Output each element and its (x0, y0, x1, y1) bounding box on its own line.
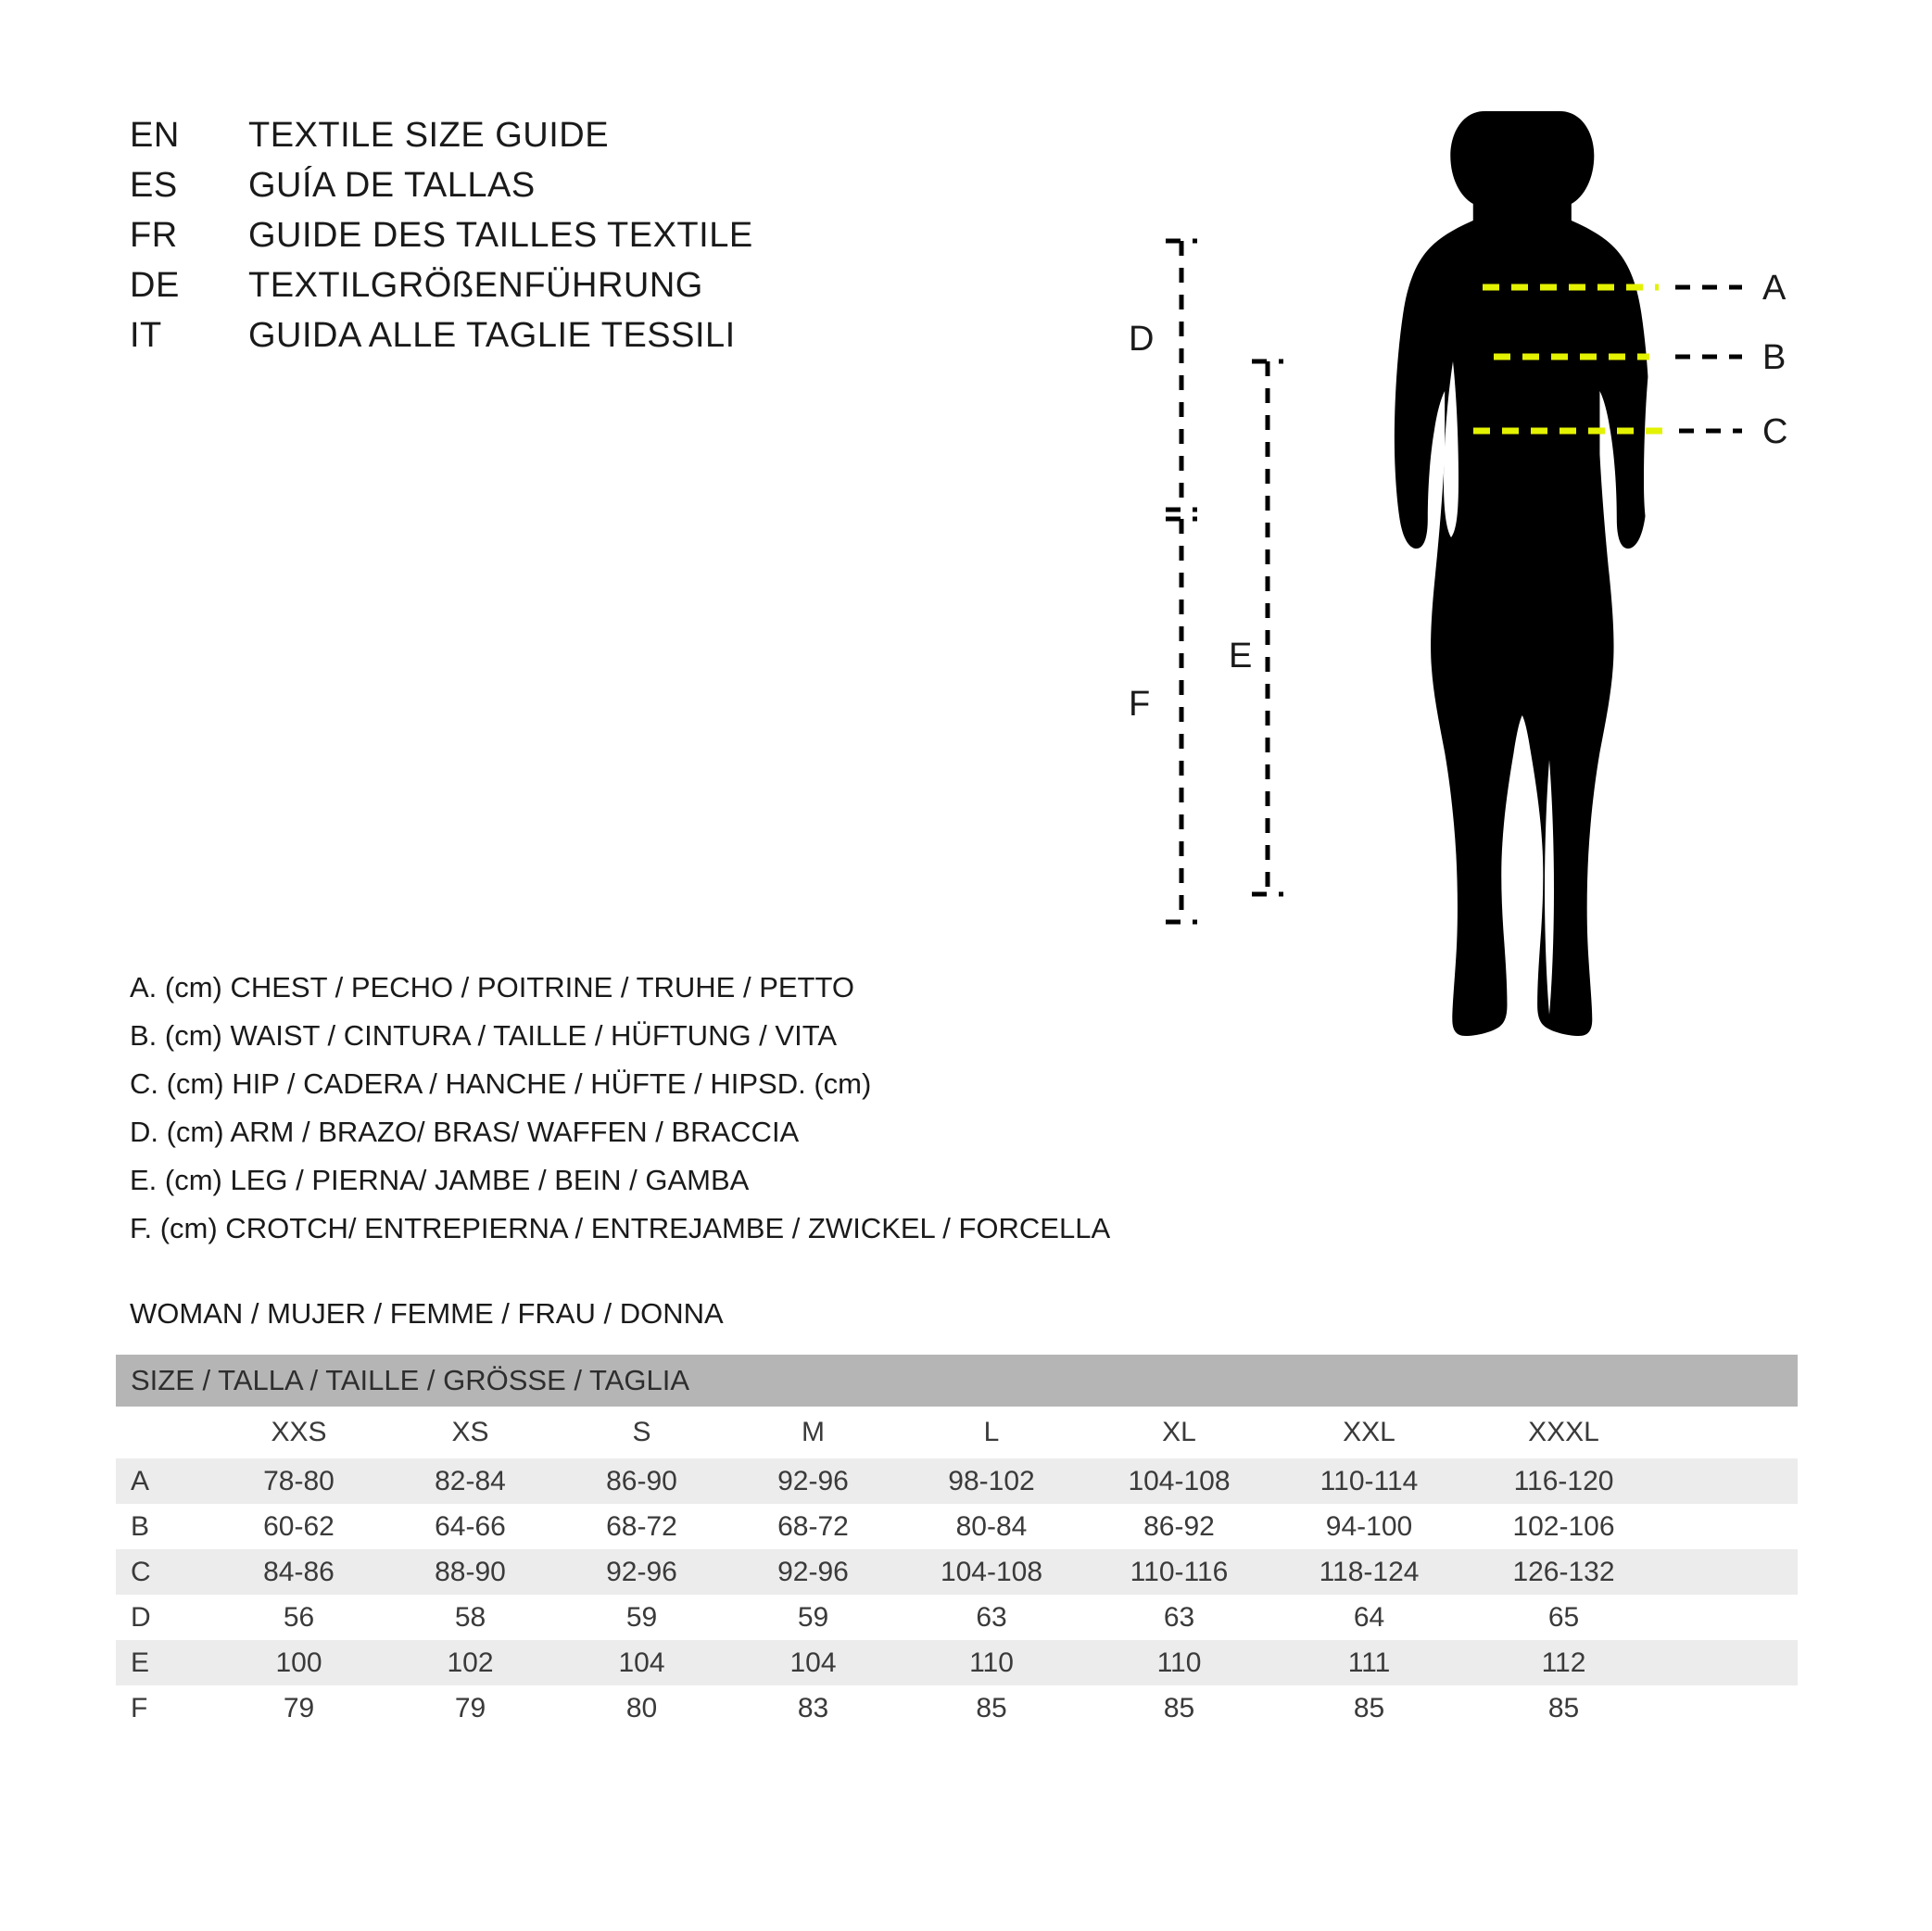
language-title-block (130, 116, 964, 366)
table-row (116, 1640, 1798, 1685)
cell-d-xl: 63 (1084, 1595, 1274, 1640)
cell-e-xxxl: 112 (1464, 1640, 1663, 1685)
title-row (130, 216, 964, 266)
legend-item-f: F. (cm) CROTCH/ ENTREPIERNA / ENTREJAMBE / ZWICKEL / FORCELLA (130, 1212, 1111, 1244)
size-col-xs: XS (385, 1407, 556, 1458)
language-code: ES (130, 166, 178, 205)
cell-b-l: 80-84 (899, 1504, 1084, 1549)
cell-f-s: 80 (556, 1685, 727, 1731)
cell-a-l: 98-102 (899, 1458, 1084, 1504)
row-label-b: B (116, 1504, 213, 1549)
title-row (130, 316, 964, 366)
table-row (116, 1685, 1798, 1731)
legend-block (130, 964, 1334, 1253)
size-col-xxl: XXL (1274, 1407, 1464, 1458)
language-code: IT (130, 316, 162, 355)
size-col-l: L (899, 1407, 1084, 1458)
language-code: DE (130, 266, 180, 305)
cell-f-spacer (1663, 1685, 1798, 1731)
table-row (116, 1458, 1798, 1504)
cell-c-xxxl: 126-132 (1464, 1549, 1663, 1595)
table-header-row (116, 1355, 1798, 1407)
cell-c-spacer (1663, 1549, 1798, 1595)
cell-e-xs: 102 (385, 1640, 556, 1685)
cell-f-xs: 79 (385, 1685, 556, 1731)
cell-c-xxs: 84-86 (213, 1549, 385, 1595)
cell-f-m: 83 (727, 1685, 899, 1731)
cell-a-spacer (1663, 1458, 1798, 1504)
cell-f-xxl: 85 (1274, 1685, 1464, 1731)
cell-f-l: 85 (899, 1685, 1084, 1731)
marker-label-a: A (1762, 269, 1787, 308)
cell-d-spacer (1663, 1595, 1798, 1640)
cell-d-s: 59 (556, 1595, 727, 1640)
table-size-row (116, 1407, 1798, 1458)
dimension-brackets (1166, 241, 1283, 922)
dimension-labels (1129, 320, 1252, 724)
language-code: FR (130, 216, 178, 255)
female-silhouette (1093, 56, 1650, 1036)
cell-a-m: 92-96 (727, 1458, 899, 1504)
size-col-spacer (1663, 1407, 1798, 1458)
cell-d-xxl: 64 (1274, 1595, 1464, 1640)
size-col-xl: XL (1084, 1407, 1274, 1458)
language-title: GUIDA ALLE TAGLIE TESSILI (248, 316, 736, 355)
size-col-xxxl: XXXL (1464, 1407, 1663, 1458)
cell-d-m: 59 (727, 1595, 899, 1640)
marker-label-b: B (1762, 338, 1787, 377)
cell-e-s: 104 (556, 1640, 727, 1685)
table-row (116, 1549, 1798, 1595)
cell-f-xxs: 79 (213, 1685, 385, 1731)
dimension-label-e: E (1229, 637, 1253, 675)
legend-item-d: D. (cm) ARM / BRAZO/ BRAS/ WAFFEN / BRACCIA (130, 1116, 800, 1148)
row-label-c: C (116, 1549, 213, 1595)
table-row (116, 1504, 1798, 1549)
cell-b-xs: 64-66 (385, 1504, 556, 1549)
cell-b-m: 68-72 (727, 1504, 899, 1549)
cell-e-spacer (1663, 1640, 1798, 1685)
dimension-label-d: D (1129, 320, 1155, 359)
row-label-d: D (116, 1595, 213, 1640)
language-title: TEXTILE SIZE GUIDE (248, 116, 610, 155)
cell-e-m: 104 (727, 1640, 899, 1685)
cell-e-xl: 110 (1084, 1640, 1274, 1685)
table-header-label: SIZE / TALLA / TAILLE / GRÖSSE / TAGLIA (116, 1355, 1798, 1407)
cell-a-s: 86-90 (556, 1458, 727, 1504)
cell-e-xxs: 100 (213, 1640, 385, 1685)
cell-e-xxl: 111 (1274, 1640, 1464, 1685)
size-table (116, 1355, 1798, 1731)
row-label-f: F (116, 1685, 213, 1731)
language-title: TEXTILGRÖßENFÜHRUNG (248, 266, 703, 305)
cell-a-xxxl: 116-120 (1464, 1458, 1663, 1504)
size-col-xxs: XXS (213, 1407, 385, 1458)
cell-a-xxs: 78-80 (213, 1458, 385, 1504)
table-corner-cell (116, 1407, 213, 1458)
legend-item-b: B. (cm) WAIST / CINTURA / TAILLE / HÜFTUNG / VITA (130, 1019, 838, 1052)
cell-f-xxxl: 85 (1464, 1685, 1663, 1731)
title-row (130, 266, 964, 316)
cell-a-xl: 104-108 (1084, 1458, 1274, 1504)
marker-label-c: C (1762, 412, 1788, 451)
cell-c-xs: 88-90 (385, 1549, 556, 1595)
cell-c-xl: 110-116 (1084, 1549, 1274, 1595)
title-row (130, 116, 964, 166)
cell-a-xxl: 110-114 (1274, 1458, 1464, 1504)
cell-b-s: 68-72 (556, 1504, 727, 1549)
cell-c-s: 92-96 (556, 1549, 727, 1595)
language-code: EN (130, 116, 180, 155)
row-label-e: E (116, 1640, 213, 1685)
marker-labels (1762, 269, 1787, 451)
cell-f-xl: 85 (1084, 1685, 1274, 1731)
cell-d-l: 63 (899, 1595, 1084, 1640)
group-caption: WOMAN / MUJER / FEMME / FRAU / DONNA (130, 1297, 724, 1330)
legend-item-e: E. (cm) LEG / PIERNA/ JAMBE / BEIN / GAMBA (130, 1164, 750, 1196)
table-row (116, 1595, 1798, 1640)
size-col-m: M (727, 1407, 899, 1458)
cell-d-xxxl: 65 (1464, 1595, 1663, 1640)
dimension-label-f: F (1129, 685, 1151, 724)
cell-b-xl: 86-92 (1084, 1504, 1274, 1549)
cell-c-xxl: 118-124 (1274, 1549, 1464, 1595)
cell-c-m: 92-96 (727, 1549, 899, 1595)
title-row (130, 166, 964, 216)
cell-a-xs: 82-84 (385, 1458, 556, 1504)
legend-item-a: A. (cm) CHEST / PECHO / POITRINE / TRUHE / PETTO (130, 971, 854, 1003)
cell-b-xxxl: 102-106 (1464, 1504, 1663, 1549)
legend-item-c: C. (cm) HIP / CADERA / HANCHE / HÜFTE / HIPSD. (cm) (130, 1067, 872, 1100)
size-col-s: S (556, 1407, 727, 1458)
marker-connectors (1675, 287, 1742, 431)
cell-d-xs: 58 (385, 1595, 556, 1640)
cell-c-l: 104-108 (899, 1549, 1084, 1595)
cell-e-l: 110 (899, 1640, 1084, 1685)
cell-b-xxl: 94-100 (1274, 1504, 1464, 1549)
cell-b-spacer (1663, 1504, 1798, 1549)
language-title: GUÍA DE TALLAS (248, 166, 536, 205)
cell-b-xxs: 60-62 (213, 1504, 385, 1549)
cell-d-xxs: 56 (213, 1595, 385, 1640)
language-title: GUIDE DES TAILLES TEXTILE (248, 216, 753, 255)
row-label-a: A (116, 1458, 213, 1504)
